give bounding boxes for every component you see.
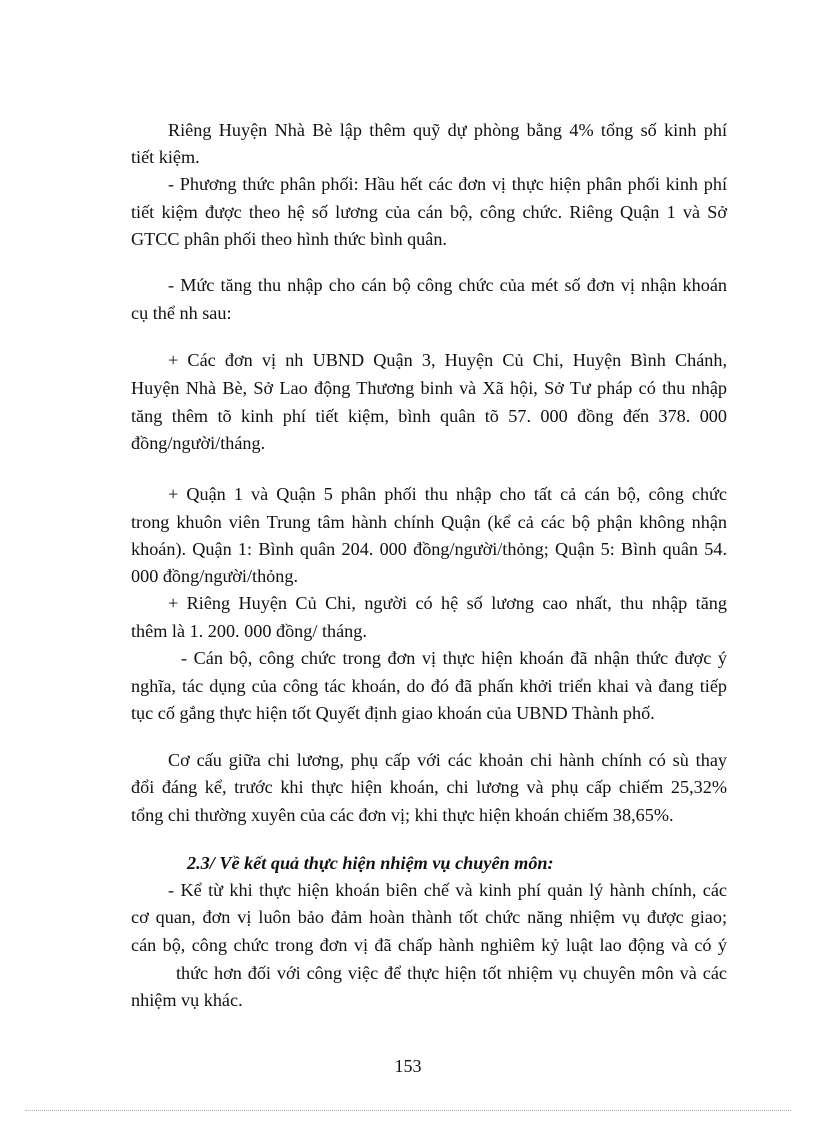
paragraph-line: tiết kiệm được theo hệ số lương của cán bộ, công chức. Riêng Quận 1 và Sở <box>131 202 727 222</box>
paragraph-line: Cơ cấu giữa chi lương, phụ cấp với các khoản chi hành chính có sù thay <box>168 750 727 770</box>
section-heading: 2.3/ Về kết quả thực hiện nhiệm vụ chuyên môn: <box>187 853 554 873</box>
paragraph-line: tổng chi thường xuyên của các đơn vị; khi thực hiện khoán chiếm 38,65%. <box>131 805 674 825</box>
paragraph-line: nhiệm vụ khác. <box>131 990 243 1010</box>
paragraph-line: - Phương thức phân phối: Hầu hết các đơn vị thực hiện phân phối kinh phí <box>168 174 727 194</box>
paragraph-line: thức hơn đối với công việc để thực hiện tốt nhiệm vụ chuyên môn và các <box>176 963 727 983</box>
paragraph-line: trong khuôn viên Trung tâm hành chính Quận (kể cả các bộ phận không nhận <box>131 512 727 532</box>
paragraph-line: đồng/người/tháng. <box>131 433 266 453</box>
paragraph-line: tục cố gắng thực hiện tốt Quyết định giao khoán của UBND Thành phố. <box>131 703 655 723</box>
paragraph-line: + Riêng Huyện Củ Chi, người có hệ số lương cao nhất, thu nhập tăng <box>168 593 727 613</box>
paragraph-line: cơ quan, đơn vị luôn bảo đảm hoàn thành tốt chức năng nhiệm vụ được giao; <box>131 907 727 927</box>
paragraph-line: Riêng Huyện Nhà Bè lập thêm quỹ dự phòng bằng 4% tổng số kinh phí <box>168 120 727 140</box>
paragraph-line: Huyện Nhà Bè, Sở Lao động Thương binh và Xã hội, Sở Tư pháp có thu nhập <box>131 378 727 398</box>
page-number: 153 <box>394 1056 422 1076</box>
paragraph-line: khoán). Quận 1: Bình quân 204. 000 đồng/người/thỏng; Quận 5: Bình quân 54. <box>131 539 727 559</box>
paragraph-line: tiết kiệm. <box>131 147 200 167</box>
paragraph-line: + Các đơn vị nh UBND Quận 3, Huyện Củ Chi, Huyện Bình Chánh, <box>168 350 727 370</box>
paragraph-line: thêm là 1. 200. 000 đồng/ tháng. <box>131 621 367 641</box>
paragraph-line: đổi đáng kể, trước khi thực hiện khoán, chi lương và phụ cấp chiếm 25,32% <box>131 777 727 797</box>
footer-divider <box>25 1110 791 1111</box>
paragraph-line: - Mức tăng thu nhập cho cán bộ công chức của mét số đơn vị nhận khoán <box>168 275 727 295</box>
paragraph-line: cụ thể nh sau: <box>131 303 232 323</box>
paragraph-line: tăng thêm tõ kinh phí tiết kiệm, bình quân tõ 57. 000 đồng đến 378. 000 <box>131 406 727 426</box>
paragraph-line: + Quận 1 và Quận 5 phân phối thu nhập cho tất cả cán bộ, công chức <box>168 484 727 504</box>
paragraph-line: - Cán bộ, công chức trong đơn vị thực hiện khoán đã nhận thức được ý <box>181 648 727 668</box>
paragraph-line: nghĩa, tác dụng của công tác khoán, do đó đã phấn khởi triển khai và đang tiếp <box>131 676 727 696</box>
paragraph-line: GTCC phân phối theo hình thức bình quân. <box>131 229 447 249</box>
paragraph-line: cán bộ, công chức trong đơn vị đã chấp hành nghiêm kỷ luật lao động và có ý <box>131 935 727 955</box>
paragraph-line: - Kể từ khi thực hiện khoán biên chế và kinh phí quản lý hành chính, các <box>168 880 727 900</box>
paragraph-line: 000 đồng/người/thỏng. <box>131 566 298 586</box>
